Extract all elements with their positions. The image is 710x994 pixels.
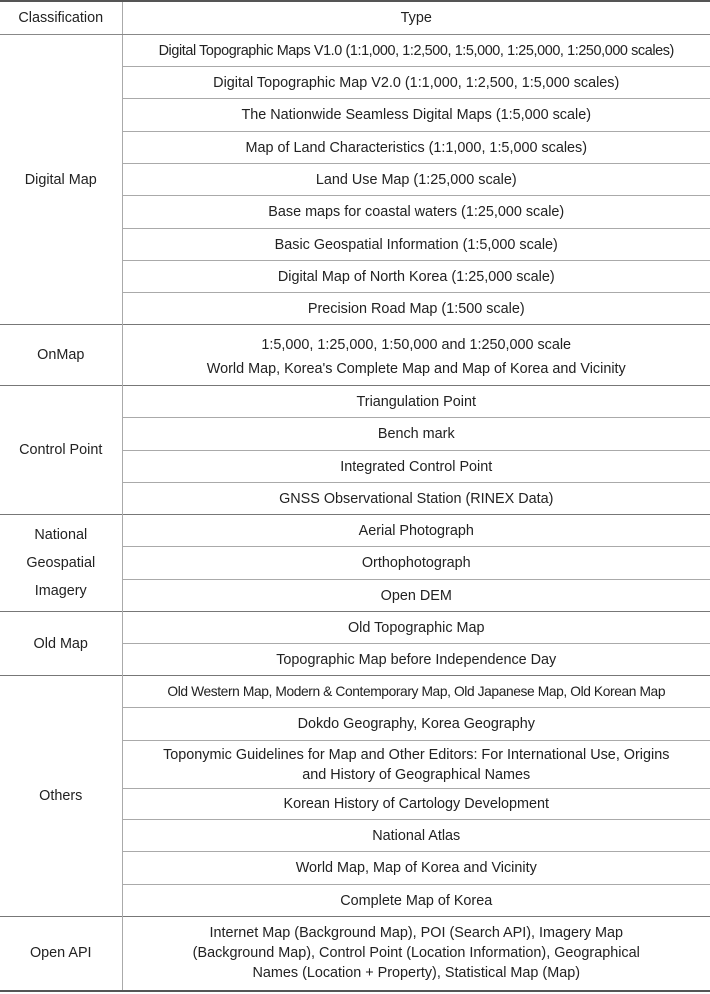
- table-row: [0, 386, 710, 418]
- type-cell: Toponymic Guidelines for Map and Other Editors: For International Use, Origins and History of Geographical Names: [122, 741, 710, 789]
- classification-cell: Open API: [0, 917, 122, 991]
- type-cell: Topographic Map before Independence Day: [122, 644, 710, 676]
- type-cell: Map of Land Characteristics (1:1,000, 1:5,000 scales): [122, 132, 710, 164]
- type-cell: Open DEM: [122, 580, 710, 612]
- type-cell: Digital Map of North Korea (1:25,000 scale): [122, 261, 710, 293]
- type-cell: Bench mark: [122, 418, 710, 451]
- header-type: Type: [122, 1, 710, 35]
- table-row: [0, 612, 710, 644]
- type-cell: 1:5,000, 1:25,000, 1:50,000 and 1:250,000 scale: [122, 325, 710, 355]
- classification-cell: National Geospatial Imagery: [0, 515, 122, 612]
- table-row: [0, 676, 710, 708]
- type-cell: Orthophotograph: [122, 547, 710, 580]
- type-cell: Basic Geospatial Information (1:5,000 scale): [122, 229, 710, 261]
- type-cell: Complete Map of Korea: [122, 885, 710, 917]
- classification-cell: Old Map: [0, 612, 122, 676]
- type-cell: Aerial Photograph: [122, 515, 710, 547]
- table-row: [0, 917, 710, 991]
- type-cell: Digital Topographic Maps V1.0 (1:1,000, 1:2,500, 1:5,000, 1:25,000, 1:250,000 scales): [122, 35, 710, 67]
- type-cell: Base maps for coastal waters (1:25,000 scale): [122, 196, 710, 229]
- type-cell: Precision Road Map (1:500 scale): [122, 293, 710, 325]
- type-cell: Triangulation Point: [122, 386, 710, 418]
- type-cell: Integrated Control Point: [122, 451, 710, 483]
- type-cell: Internet Map (Background Map), POI (Search API), Imagery Map (Background Map), Control Point (Location Information), Geographical Names (Location + Property), Statistical Map (Map): [122, 917, 710, 991]
- type-cell: National Atlas: [122, 820, 710, 852]
- type-cell: Korean History of Cartology Development: [122, 789, 710, 820]
- type-cell: Old Western Map, Modern & Contemporary Map, Old Japanese Map, Old Korean Map: [122, 676, 710, 708]
- type-cell: World Map, Map of Korea and Vicinity: [122, 852, 710, 885]
- classification-cell: Others: [0, 676, 122, 917]
- header-classification: Classification: [0, 1, 122, 35]
- classification-cell: Control Point: [0, 386, 122, 515]
- type-cell: Dokdo Geography, Korea Geography: [122, 708, 710, 741]
- header-row: [0, 1, 710, 35]
- table-row: [0, 515, 710, 547]
- type-cell: World Map, Korea's Complete Map and Map of Korea and Vicinity: [206, 360, 626, 377]
- type-cell: Land Use Map (1:25,000 scale): [122, 164, 710, 196]
- table-row: [0, 35, 710, 67]
- type-cell: The Nationwide Seamless Digital Maps (1:5,000 scale): [122, 99, 710, 132]
- type-cell: Old Topographic Map: [122, 612, 710, 644]
- type-cell: GNSS Observational Station (RINEX Data): [122, 483, 710, 515]
- classification-cell: OnMap: [0, 325, 122, 386]
- classification-cell: Digital Map: [0, 35, 122, 325]
- table-row: [0, 325, 710, 355]
- type-cell: Digital Topographic Map V2.0 (1:1,000, 1:2,500, 1:5,000 scales): [122, 67, 710, 99]
